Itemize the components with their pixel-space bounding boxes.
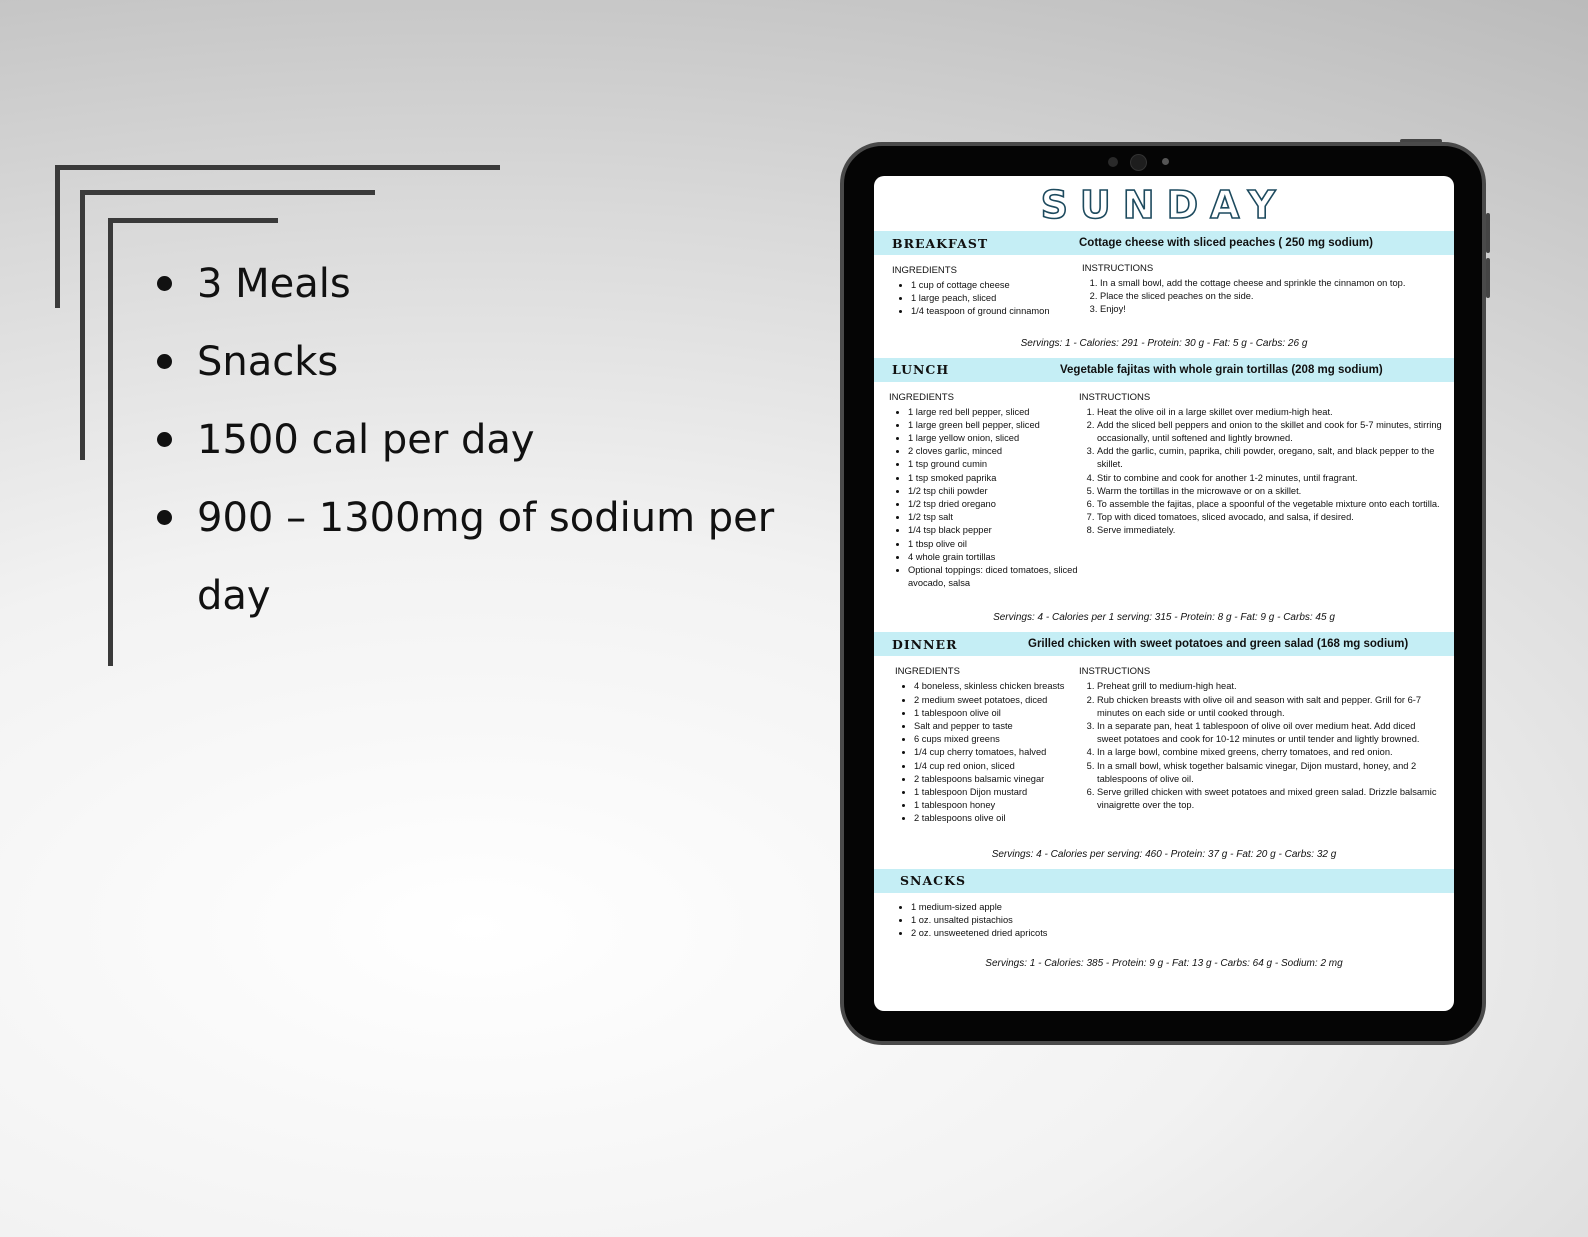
- list-item: 3. Enjoy!: [1100, 303, 1442, 316]
- lunch-instructions: [1079, 406, 1442, 538]
- dinner-label: DINNER: [892, 636, 958, 652]
- list-item: • 4 whole grain tortillas: [908, 551, 1079, 564]
- breakfast-title: Cottage cheese with sliced peaches ( 250 mg sodium): [1079, 237, 1373, 249]
- dinner-ingredients: [895, 680, 1079, 825]
- list-item: 6. Serve grilled chicken with sweet potatoes and mixed green salad. Drizzle balsamic vinaigrette over the top.: [1097, 786, 1442, 812]
- list-item: • 2 tablespoons olive oil: [914, 812, 1079, 825]
- list-item: • 1/4 tsp black pepper: [908, 524, 1079, 537]
- snacks-header: [874, 869, 1454, 893]
- instructions-label: INSTRUCTIONS: [1079, 391, 1151, 403]
- list-item: • 2 medium sweet potatoes, diced: [914, 694, 1079, 707]
- snacks-list: [874, 901, 1454, 941]
- feature-item: 900 – 1300mg of sodium per day: [157, 479, 797, 635]
- tablet-volume-up-button: [1486, 213, 1490, 253]
- breakfast-ingredients: [892, 279, 1082, 319]
- ingredients-label: INGREDIENTS: [895, 666, 960, 678]
- list-item: 1. In a small bowl, add the cottage cheese and sprinkle the cinnamon on top.: [1100, 277, 1442, 290]
- lunch-label: LUNCH: [892, 362, 950, 378]
- ingredients-label: INGREDIENTS: [892, 265, 957, 276]
- list-item: • 1/2 tsp chili powder: [908, 485, 1079, 498]
- list-item: • Optional toppings: diced tomatoes, sliced avocado, salsa: [908, 564, 1079, 590]
- dinner-instructions: [1079, 680, 1442, 812]
- list-item: 3. In a separate pan, heat 1 tablespoon of olive oil over medium heat. Add diced sweet potatoes and cook for 10-12 minutes or until tender and lightly browned.: [1097, 720, 1442, 746]
- list-item: • 1 tsp ground cumin: [908, 458, 1079, 471]
- tablet-screen: [874, 176, 1454, 1011]
- camera-sensor-icon: [1108, 157, 1118, 167]
- ingredients-label: INGREDIENTS: [889, 391, 954, 403]
- feature-item: 1500 cal per day: [157, 401, 797, 479]
- dinner-title: Grilled chicken with sweet potatoes and green salad (168 mg sodium): [1028, 638, 1409, 651]
- list-item: 7. Top with diced tomatoes, sliced avocado, and salsa, if desired.: [1097, 511, 1442, 524]
- list-item: • 1 large peach, sliced: [911, 292, 1082, 305]
- tablet-volume-down-button: [1486, 258, 1490, 298]
- snacks-label: SNACKS: [900, 873, 966, 889]
- breakfast-header: [874, 231, 1454, 255]
- lunch-nutrition: Servings: 4 - Calories per 1 serving: 315 - Protein: 8 g - Fat: 9 g - Carbs: 45 g: [993, 612, 1335, 624]
- list-item: • 1 tablespoon olive oil: [914, 707, 1079, 720]
- list-item: • Salt and pepper to taste: [914, 720, 1079, 733]
- list-item: • 1 tsp smoked paprika: [908, 472, 1079, 485]
- list-item: • 1 large red bell pepper, sliced: [908, 406, 1079, 419]
- breakfast-label: BREAKFAST: [892, 235, 989, 251]
- list-item: • 1 tablespoon Dijon mustard: [914, 786, 1079, 799]
- list-item: • 1 oz. unsalted pistachios: [911, 914, 1454, 927]
- list-item: 2. Rub chicken breasts with olive oil and season with salt and pepper. Grill for 6-7 minutes on each side or until cooked through.: [1097, 694, 1442, 720]
- dinner-header: [874, 632, 1454, 656]
- feature-list: [157, 245, 797, 635]
- list-item: 8. Serve immediately.: [1097, 524, 1442, 537]
- snacks-nutrition: Servings: 1 - Calories: 385 - Protein: 9 g - Fat: 13 g - Carbs: 64 g - Sodium: 2 mg: [985, 958, 1343, 970]
- snacks-body: [874, 901, 1454, 941]
- list-item: 4. In a large bowl, combine mixed greens, cherry tomatoes, and red onion.: [1097, 746, 1442, 759]
- instructions-label: INSTRUCTIONS: [1079, 666, 1151, 678]
- list-item: • 1 medium-sized apple: [911, 901, 1454, 914]
- feature-item: 3 Meals: [157, 245, 797, 323]
- list-item: 6. To assemble the fajitas, place a spoonful of the vegetable mixture onto each tortilla.: [1097, 498, 1442, 511]
- list-item: • 1/2 tsp dried oregano: [908, 498, 1079, 511]
- list-item: 2. Place the sliced peaches on the side.: [1100, 290, 1442, 303]
- breakfast-body: [874, 255, 1454, 319]
- list-item: • 2 oz. unsweetened dried apricots: [911, 927, 1454, 940]
- list-item: • 1 tbsp olive oil: [908, 538, 1079, 551]
- list-item: • 4 boneless, skinless chicken breasts: [914, 680, 1079, 693]
- instructions-label: INSTRUCTIONS: [1082, 263, 1154, 274]
- list-item: • 1 tablespoon honey: [914, 799, 1079, 812]
- lunch-body: [874, 382, 1454, 591]
- camera-flash-icon: [1162, 158, 1169, 165]
- camera-lens-icon: [1130, 154, 1147, 171]
- list-item: • 1 large yellow onion, sliced: [908, 432, 1079, 445]
- day-title: SUNDAY: [1040, 183, 1288, 227]
- list-item: • 1/4 teaspoon of ground cinnamon: [911, 305, 1082, 318]
- list-item: • 1 cup of cottage cheese: [911, 279, 1082, 292]
- list-item: 1. Preheat grill to medium-high heat.: [1097, 680, 1442, 693]
- list-item: • 1/4 cup cherry tomatoes, halved: [914, 746, 1079, 759]
- feature-item: Snacks: [157, 323, 797, 401]
- lunch-title: Vegetable fajitas with whole grain tortillas (208 mg sodium): [1060, 363, 1383, 376]
- list-item: 4. Stir to combine and cook for another 1-2 minutes, until fragrant.: [1097, 472, 1442, 485]
- breakfast-instructions: [1082, 277, 1442, 317]
- list-item: • 1/4 cup red onion, sliced: [914, 760, 1079, 773]
- lunch-ingredients: [889, 406, 1079, 591]
- breakfast-nutrition: Servings: 1 - Calories: 291 - Protein: 30 g - Fat: 5 g - Carbs: 26 g: [1020, 337, 1308, 349]
- list-item: 5. Warm the tortillas in the microwave or on a skillet.: [1097, 485, 1442, 498]
- dinner-body: [874, 656, 1454, 825]
- list-item: • 1 large green bell pepper, sliced: [908, 419, 1079, 432]
- lunch-header: [874, 358, 1454, 382]
- list-item: • 1/2 tsp salt: [908, 511, 1079, 524]
- list-item: 3. Add the garlic, cumin, paprika, chili powder, oregano, salt, and black pepper to the skillet.: [1097, 445, 1442, 471]
- list-item: • 2 tablespoons balsamic vinegar: [914, 773, 1079, 786]
- dinner-nutrition: Servings: 4 - Calories per serving: 460 - Protein: 37 g - Fat: 20 g - Carbs: 32 g: [991, 848, 1337, 860]
- list-item: 2. Add the sliced bell peppers and onion to the skillet and cook for 5-7 minutes, stirring occasionally, until softened and lightly browned.: [1097, 419, 1442, 445]
- list-item: • 6 cups mixed greens: [914, 733, 1079, 746]
- list-item: 1. Heat the olive oil in a large skillet over medium-high heat.: [1097, 406, 1442, 419]
- list-item: • 2 cloves garlic, minced: [908, 445, 1079, 458]
- list-item: 5. In a small bowl, whisk together balsamic vinegar, Dijon mustard, honey, and 2 tablespoons of olive oil.: [1097, 760, 1442, 786]
